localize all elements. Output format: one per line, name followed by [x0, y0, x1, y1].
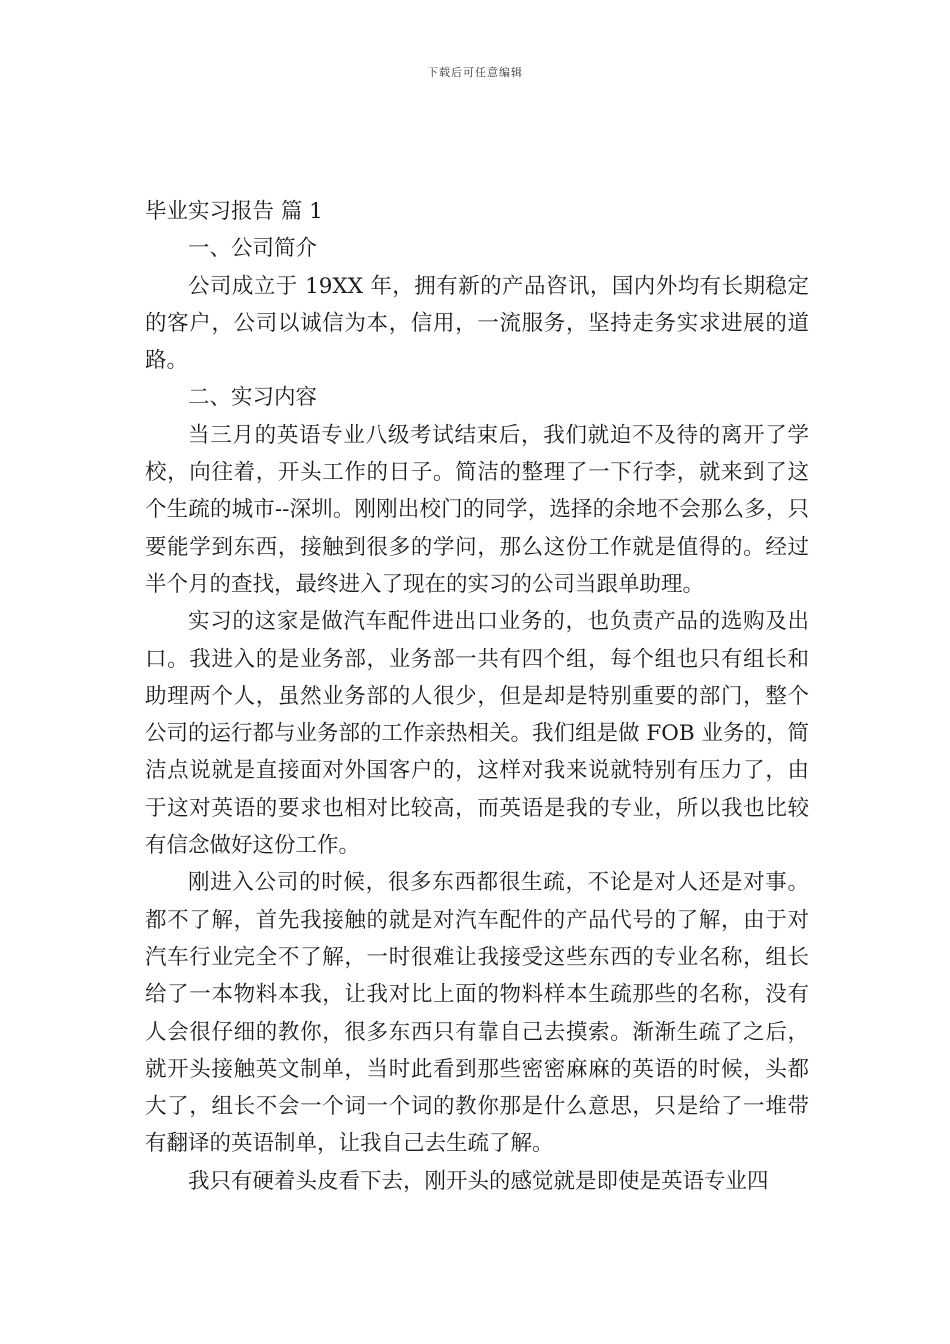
- paragraph-company-business: 实习的这家是做汽车配件进出口业务的，也负责产品的选购及出口。我进入的是业务部，业务部一共有四个组，每个组也只有组长和助理两个人，虽然业务部的人很少，但是却是特别重要的部门，整个公司的运行都与业务部的工作亲热相关。我们组是做 FOB 业务的，简洁点说就是直接面对外国客户的，这样对我来说就特别有压力了，由于这对英语的要求也相对比较高，而英语是我的专业，所以我也比较有信念做好这份工作。: [145, 609, 810, 859]
- document-title: 毕业实习报告 篇 1: [145, 199, 323, 224]
- document-body: [145, 193, 809, 1200]
- paragraph-company-intro: 公司成立于 19XX 年，拥有新的产品咨讯，国内外均有长期稳定的客户，公司以诚信为本，信用，一流服务，坚持走务实求进展的道路。: [145, 273, 809, 374]
- section-heading-internship-content: 二、实习内容: [188, 385, 318, 411]
- paragraph-continued: 我只有硬着头皮看下去，刚开头的感觉就是即使是英语专业四: [188, 1168, 769, 1194]
- paragraph-arrival: 当三月的英语专业八级考试结束后，我们就迫不及待的离开了学校，向往着，开头工作的日子。简洁的整理了一下行李，就来到了这个生疏的城市--深圳。刚刚出校门的同学，选择的余地不会那么多，只要能学到东西，接触到很多的学问，那么这份工作就是值得的。经过半个月的查找，最终进入了现在的实习的公司当跟单助理。: [145, 422, 809, 597]
- section-heading-company-intro: 一、公司简介: [188, 236, 318, 262]
- page-header: 下载后可任意编辑: [427, 66, 523, 79]
- paragraph-first-days: 刚进入公司的时候，很多东西都很生疏，不论是对人还是对事。都不了解，首先我接触的就是对汽车配件的产品代号的了解，由于对汽车行业完全不了解，一时很难让我接受这些东西的专业名称，组长给了一本物料本我，让我对比上面的物料样本生疏那些的名称，没有人会很仔细的教你，很多东西只有靠自己去摸索。渐渐生疏了之后，就开头接触英文制单，当时此看到那些密密麻麻的英语的时候，头都大了，组长不会一个词一个词的教你那是什么意思，只是给了一堆带有翻译的英语制单，让我自己去生疏了解。: [145, 870, 809, 1157]
